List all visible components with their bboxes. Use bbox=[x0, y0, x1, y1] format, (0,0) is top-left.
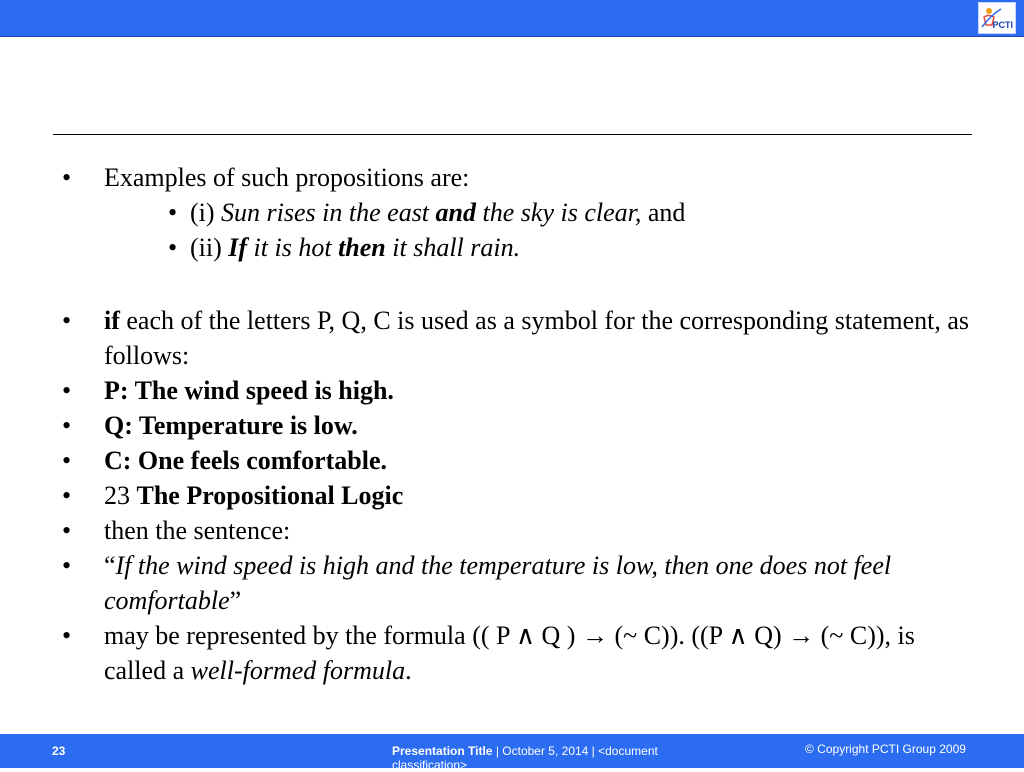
close-quote: ” bbox=[229, 586, 242, 615]
title-divider bbox=[53, 134, 972, 135]
plain-text: each of the letters P, Q, C is used as a symbol for the corresponding statement, as follows: bbox=[104, 306, 970, 370]
separator: | bbox=[492, 744, 503, 758]
slide-body bbox=[58, 160, 978, 688]
italic-text: Sun rises in the east bbox=[221, 198, 430, 227]
bold-if: if bbox=[104, 306, 120, 335]
label-i: (i) bbox=[190, 198, 222, 227]
bullet-text: Examples of such propositions are: bbox=[104, 163, 470, 192]
bullet-text bbox=[104, 618, 978, 688]
bullet-text: Q: Temperature is low. bbox=[104, 411, 358, 440]
page-number: 23 bbox=[52, 744, 66, 758]
bullet-marker: • bbox=[168, 198, 178, 227]
pcti-logo bbox=[978, 2, 1016, 34]
bullet-text: then the sentence: bbox=[104, 516, 291, 545]
italic-text: If the wind speed is high and the temperature is low, then one does not feel comfortable bbox=[104, 551, 892, 615]
plain-text: . bbox=[405, 656, 412, 685]
bullet-text: C: One feels comfortable. bbox=[104, 446, 388, 475]
bullet-formula bbox=[58, 618, 978, 688]
bullet-text bbox=[104, 478, 978, 513]
bullet-text: P: The wind speed is high. bbox=[104, 376, 394, 405]
bold-if: If bbox=[228, 233, 248, 262]
bold-text: The Propositional Logic bbox=[136, 481, 404, 510]
bullet-marker: • bbox=[62, 306, 72, 335]
bullet-quote bbox=[58, 548, 978, 618]
bullet-marker: • bbox=[62, 446, 72, 475]
bullet-marker: • bbox=[62, 516, 72, 545]
bullet-then-sentence bbox=[58, 513, 978, 548]
header-bar bbox=[0, 0, 1024, 37]
italic-text: it is hot bbox=[247, 233, 339, 262]
bold-then: then bbox=[338, 233, 386, 262]
bullet-text bbox=[104, 303, 978, 373]
bullet-marker: • bbox=[62, 376, 72, 405]
open-quote: “ bbox=[104, 551, 116, 580]
sub-bullet-text bbox=[190, 195, 978, 230]
bullet-q bbox=[58, 408, 978, 443]
italic-text: it shall rain. bbox=[385, 233, 521, 262]
copyright: © Copyright PCTI Group 2009 bbox=[805, 742, 966, 756]
bullet-marker: • bbox=[62, 163, 72, 192]
italic-text: the sky is clear, bbox=[482, 198, 642, 227]
plain-text: may be represented by the formula (( P ∧ Q ) → (~ C)). ((P ∧ Q) → (~ C)), is called a bbox=[104, 621, 915, 685]
spacer bbox=[58, 265, 978, 303]
bullet-examples bbox=[58, 160, 978, 195]
bullet-marker: • bbox=[62, 411, 72, 440]
italic-text: well-formed formula bbox=[190, 656, 406, 685]
bullet-marker: • bbox=[62, 551, 72, 580]
sub-bullet-ii bbox=[58, 230, 978, 265]
bullet-marker: • bbox=[168, 233, 178, 262]
date-classification: October 5, 2014 | <document classification> bbox=[392, 744, 658, 772]
bullet-if-letters bbox=[58, 303, 978, 373]
bullet-c bbox=[58, 443, 978, 478]
bullet-marker: • bbox=[62, 621, 72, 650]
presentation-title: Presentation Title bbox=[392, 744, 493, 758]
logo-text: PCTI bbox=[992, 20, 1013, 30]
footer-bar bbox=[0, 734, 1024, 772]
bullet-text bbox=[104, 548, 978, 618]
sub-bullet-i bbox=[58, 195, 978, 230]
bullet-p bbox=[58, 373, 978, 408]
sub-bullet-text bbox=[190, 230, 978, 265]
bullet-marker: • bbox=[62, 481, 72, 510]
bullet-prop-logic bbox=[58, 478, 978, 513]
plain-text: and bbox=[641, 198, 686, 227]
plain-text: 23 bbox=[104, 481, 137, 510]
label-ii: (ii) bbox=[190, 233, 229, 262]
bold-and: and bbox=[435, 198, 477, 227]
